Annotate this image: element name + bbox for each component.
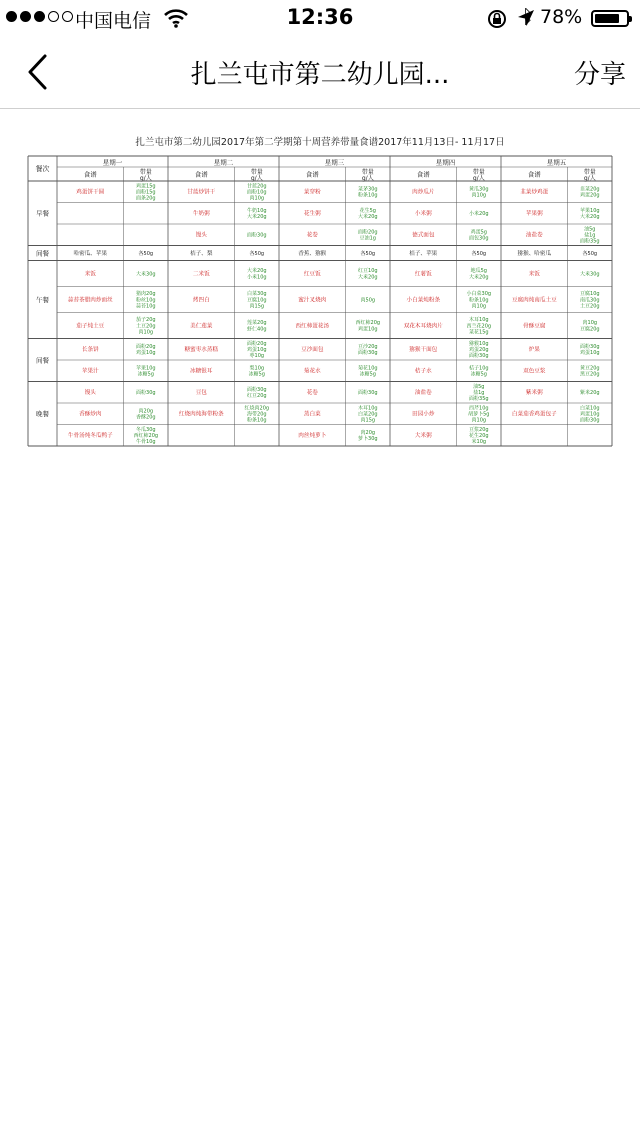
dish-quantity: 肉10g: [582, 320, 598, 327]
dish-quantity: 梨10g: [249, 365, 265, 372]
dish-quantity: 各50g: [471, 250, 487, 257]
dish-quantity: 米10g: [471, 439, 487, 446]
dish-quantity: 虾仁40g: [247, 326, 267, 333]
dish-quantity: 面粉30g: [136, 390, 156, 396]
dish-quantity: 大米20g: [358, 274, 378, 281]
dish-quantity: 豆腐10g: [247, 297, 267, 304]
dish-name: 小米粥: [414, 211, 432, 218]
dish-name: 蒸白菜: [303, 411, 321, 418]
dish-name: 牛骨汤炖冬瓜鸭子: [67, 433, 113, 440]
dish-quantity: 大米20g: [247, 268, 267, 275]
dish-quantity: 粉丝10g: [136, 297, 156, 304]
dish-name: 白菜茄香鸡蛋包子: [511, 411, 557, 418]
meal-name: 早餐: [36, 209, 49, 218]
dish-name: 猕猴、哈密瓜: [517, 250, 552, 257]
meal-name: 晚餐: [36, 410, 49, 419]
dish-name: 烤四白: [192, 297, 210, 304]
dish-name: 花卷: [306, 390, 318, 397]
dish-name: 红薯饭: [414, 271, 432, 278]
clock: 12:36: [286, 5, 354, 29]
day-header: 星期三: [324, 158, 345, 167]
menu-title: 扎兰屯市第二幼儿园2017年第二学期第十周营养带量食谱2017年11月13日- 11月17日: [135, 137, 505, 148]
dish-quantity: 枣10g: [249, 353, 265, 360]
dish-quantity: 肉10g: [138, 329, 154, 336]
dish-quantity: 粉条10g: [469, 297, 489, 304]
dish-name: 红豆饭: [303, 271, 321, 278]
dish-quantity: 西芹10g: [469, 405, 489, 412]
dish-quantity: 大米20g: [580, 214, 600, 221]
dish-quantity: 鸡蛋10g: [136, 350, 156, 357]
dish-quantity: 油5g: [584, 226, 596, 233]
dish-quantity: 花生20g: [469, 433, 489, 439]
qty-unit: g/人: [583, 175, 596, 182]
dish-quantity: 各50g: [582, 250, 598, 257]
dish-quantity: 面粉35g: [580, 238, 600, 245]
dish-name: 田园小炒: [412, 411, 435, 418]
dish-name: 馒头: [84, 390, 96, 397]
qty-unit: g/人: [250, 175, 263, 182]
day-header: 星期四: [435, 158, 456, 167]
dish-quantity: 粉条10g: [358, 192, 378, 199]
menu-table: [26, 131, 614, 497]
dish-quantity: 菜茅30g: [358, 186, 378, 193]
dish-name: 甘蓝炒饼干: [187, 189, 216, 196]
dish-quantity: 冰糖5g: [470, 371, 487, 378]
dish-quantity: 胡萝卜5g: [468, 411, 490, 418]
dish-name: 二米饭: [192, 271, 210, 278]
dish-name: 牛奶粥: [192, 211, 210, 218]
dish-quantity: 鸡蛋20g: [580, 192, 600, 199]
dish-quantity: 土豆20g: [136, 323, 156, 330]
dish-name: 西红柿蛋花汤: [295, 323, 330, 330]
chevron-left-icon: [30, 56, 45, 88]
dish-quantity: 西红柿20g: [133, 433, 159, 439]
dish-quantity: 牛奶10g: [247, 207, 267, 214]
dish-quantity: 鸡蛋10g: [580, 350, 600, 357]
qty-header: 带量: [250, 169, 263, 176]
dish-quantity: 白菜10g: [580, 405, 600, 412]
dish-quantity: 小白菜30g: [466, 291, 492, 298]
dish-quantity: 苹果10g: [136, 365, 156, 372]
dish-quantity: 盐1g: [584, 232, 596, 239]
dish-quantity: 蒜苔10g: [136, 303, 156, 310]
meal-name: 午餐: [36, 295, 49, 304]
battery-percentage: 78%: [540, 6, 583, 28]
dish-name: 菊花水: [303, 368, 321, 375]
dish-quantity: 肉10g: [249, 195, 265, 202]
dish-name: 韭菜炒鸡蛋: [520, 189, 549, 196]
dish-header: 食谱: [527, 170, 541, 179]
dish-name: 花卷: [306, 232, 318, 239]
dish-quantity: 花生5g: [359, 207, 376, 214]
dish-quantity: 肉10g: [471, 303, 487, 310]
dish-quantity: 黄瓜30g: [469, 186, 489, 193]
dish-quantity: 面粉30g: [469, 353, 489, 360]
dish-quantity: 鸡蛋5g: [470, 229, 487, 236]
dish-quantity: 韭菜20g: [580, 186, 600, 193]
dish-quantity: 大米30g: [580, 271, 600, 278]
dish-quantity: 鸡蛋10g: [247, 347, 267, 353]
dish-quantity: 肉20g: [138, 408, 154, 415]
dish-name: 鸡蛋饼干圆: [76, 189, 105, 196]
orientation-lock-icon: [486, 9, 508, 29]
dish-quantity: 西红柿20g: [355, 320, 381, 327]
dish-quantity: 木耳10g: [469, 317, 489, 324]
meal-name: 间餐: [36, 356, 49, 365]
dish-quantity: 南瓜30g: [580, 297, 600, 304]
dish-quantity: 大米30g: [136, 271, 156, 278]
dish-name: 菜穿粉: [303, 189, 321, 196]
dish-quantity: 猪肉20g: [136, 291, 156, 298]
dish-quantity: 冰糖5g: [359, 371, 376, 378]
dish-quantity: 面粉30g: [247, 386, 267, 393]
dish-name: 花生粥: [303, 211, 321, 218]
qty-header: 带量: [361, 169, 374, 176]
qty-header: 带量: [583, 169, 596, 176]
meal-name: 间餐: [36, 249, 49, 258]
day-header: 星期一: [102, 158, 123, 167]
dish-quantity: 西兰花20g: [466, 323, 492, 330]
dish-quantity: 白菜30g: [247, 291, 267, 298]
dish-quantity: 面粉15g: [136, 189, 156, 196]
dish-quantity: 豆油1g: [359, 235, 376, 242]
dish-quantity: 面粉30g: [580, 343, 600, 350]
battery-icon: [591, 10, 629, 27]
dish-name: 炉果: [528, 347, 540, 354]
dish-quantity: 紫米20g: [580, 390, 600, 396]
dish-name: 香酥炒肉: [79, 411, 102, 418]
dish-name: 哈密瓜、苹果: [73, 250, 108, 257]
dish-quantity: 香酥20g: [136, 414, 156, 421]
dish-name: 茄子炖土豆: [76, 323, 105, 330]
dish-quantity: 盐1g: [473, 390, 485, 396]
qty-header: 带量: [139, 169, 152, 176]
dish-quantity: 面粉20g: [247, 340, 267, 347]
dish-quantity: 肉15g: [249, 303, 265, 310]
dish-quantity: 萝卜30g: [358, 436, 378, 443]
navigation-bar: [0, 36, 640, 109]
dish-name: 猕猴干面包: [409, 347, 438, 354]
dish-name: 肉炒瓜片: [412, 189, 435, 196]
dish-name: 大米粥: [414, 433, 432, 440]
qty-header: 带量: [472, 169, 485, 176]
dish-quantity: 大米20g: [469, 274, 489, 281]
dish-quantity: 红烧肉20g: [244, 405, 270, 412]
dish-quantity: 大米20g: [358, 214, 378, 221]
dish-name: 油盐卷: [525, 232, 543, 239]
dish-quantity: 豆腐10g: [580, 291, 600, 298]
dish-quantity: 黄豆20g: [580, 365, 600, 372]
dish-name: 馒头: [195, 232, 207, 239]
dish-name: 香蕉、猕猴: [298, 250, 327, 257]
dish-quantity: 冰糖5g: [137, 371, 154, 378]
dish-name: 豆包: [195, 390, 207, 397]
dish-quantity: 面粉30g: [580, 417, 600, 424]
dish-quantity: 豆沙20g: [358, 343, 378, 350]
dish-quantity: 豆浆20g: [469, 426, 489, 433]
dish-quantity: 面条20g: [136, 195, 156, 202]
day-header: 星期二: [213, 158, 234, 167]
dish-quantity: 莲菜20g: [247, 320, 267, 327]
dish-name: 冰糖银耳: [190, 368, 213, 375]
dish-name: 美仁莲菜: [190, 323, 213, 330]
dish-quantity: 土豆20g: [580, 303, 600, 310]
page-title: 扎兰屯市第二幼儿园...: [190, 60, 450, 90]
dish-header: 食谱: [83, 170, 97, 179]
dish-name: 桔子、梨: [190, 250, 213, 257]
dish-quantity: 油5g: [473, 383, 485, 390]
dish-name: 豆沙面包: [301, 347, 324, 354]
dish-name: 骨酥豆腐: [523, 323, 546, 330]
dish-quantity: 红豆10g: [358, 268, 378, 275]
dish-quantity: 各50g: [360, 250, 376, 257]
day-header: 星期五: [546, 158, 567, 167]
dish-quantity: 小米10g: [247, 274, 267, 281]
qty-unit: g/人: [472, 175, 485, 182]
dish-name: 小白菜炖粉条: [406, 297, 441, 304]
dish-name: 肉丝炖萝卜: [298, 433, 327, 440]
dish-quantity: 桔子10g: [469, 365, 489, 372]
status-bar: [0, 0, 640, 36]
qty-unit: g/人: [361, 175, 374, 182]
dish-quantity: 面粉30g: [358, 390, 378, 396]
dish-quantity: 豆腐20g: [580, 326, 600, 333]
meal-header: 餐次: [35, 164, 50, 173]
dish-name: 蜜汁叉烧肉: [298, 297, 327, 304]
dish-quantity: 小米20g: [469, 211, 489, 217]
dish-quantity: 红豆20g: [247, 393, 267, 400]
dish-header: 食谱: [194, 170, 208, 179]
dish-header: 食谱: [305, 170, 319, 179]
dish-name: 苹果汁: [81, 368, 99, 375]
dish-name: 蒜苔茶腊肉炒面丝: [67, 297, 113, 304]
dish-quantity: 面粉35g: [469, 396, 489, 403]
dish-quantity: 面包30g: [469, 235, 489, 242]
dish-name: 红烧肉炖海带粉条: [178, 411, 224, 418]
back-button[interactable]: [20, 52, 60, 92]
dish-quantity: 肉10g: [471, 192, 487, 199]
menu-image[interactable]: [26, 131, 614, 497]
carrier-name: 中国电信: [75, 10, 152, 32]
dish-name: 米饭: [84, 271, 96, 278]
dish-quantity: 粉条10g: [247, 417, 267, 424]
dish-name: 紫米粥: [525, 390, 543, 397]
dish-name: 油盐卷: [414, 390, 432, 397]
qty-unit: g/人: [139, 175, 152, 182]
dish-quantity: 鸡蛋20g: [469, 347, 489, 353]
dish-quantity: 肉15g: [360, 417, 376, 424]
dish-quantity: 肉50g: [360, 297, 376, 304]
dish-quantity: 各50g: [138, 250, 154, 257]
dish-quantity: 大米20g: [247, 214, 267, 221]
dish-name: 长条饼: [81, 347, 99, 354]
dish-quantity: 面粉10g: [247, 189, 267, 196]
dish-quantity: 木耳10g: [358, 405, 378, 412]
dish-quantity: 面粉30g: [247, 232, 267, 239]
dish-name: 豆腐肉炖南瓜土豆: [511, 297, 557, 304]
dish-quantity: 白菜20g: [358, 411, 378, 418]
dish-name: 双花木耳烧肉片: [403, 323, 443, 330]
dish-quantity: 菜花15g: [469, 329, 489, 336]
dish-name: 苹果粥: [525, 211, 543, 218]
dish-quantity: 冰糖5g: [248, 371, 265, 378]
dish-name: 糖蜜枣水蒸糕: [184, 347, 219, 354]
dish-name: 双色豆浆: [523, 368, 546, 375]
dish-quantity: 猕猴10g: [469, 340, 489, 347]
dish-quantity: 鸡蛋10g: [580, 411, 600, 418]
dish-quantity: 甘蓝20g: [247, 183, 267, 190]
dish-quantity: 鸡蛋10g: [358, 326, 378, 333]
dish-name: 德式面包: [412, 232, 435, 239]
share-button[interactable]: 分享: [573, 60, 626, 90]
dish-quantity: 面粉20g: [358, 229, 378, 236]
dish-name: 米饭: [528, 271, 540, 278]
dish-quantity: 地瓜5g: [470, 268, 487, 275]
dish-quantity: 牛骨10g: [136, 439, 156, 446]
dish-quantity: 茄子20g: [136, 317, 156, 324]
dish-quantity: 菊花10g: [358, 365, 378, 372]
dish-quantity: 黑豆20g: [580, 371, 600, 378]
dish-quantity: 各50g: [249, 250, 265, 257]
dish-name: 桔子、苹果: [409, 250, 438, 257]
dish-quantity: 肉20g: [360, 429, 376, 436]
dish-name: 桔子水: [414, 368, 432, 375]
dish-quantity: 鸡蛋15g: [136, 183, 156, 190]
dish-quantity: 面粉30g: [358, 350, 378, 357]
dish-quantity: 冬瓜30g: [136, 426, 156, 433]
bluetooth-icon: ᛒ: [522, 6, 534, 28]
dish-quantity: 肉10g: [471, 417, 487, 424]
dish-quantity: 海带20g: [247, 411, 267, 418]
dish-quantity: 苹果10g: [580, 207, 600, 214]
dish-quantity: 面粉20g: [136, 343, 156, 350]
dish-header: 食谱: [416, 170, 430, 179]
